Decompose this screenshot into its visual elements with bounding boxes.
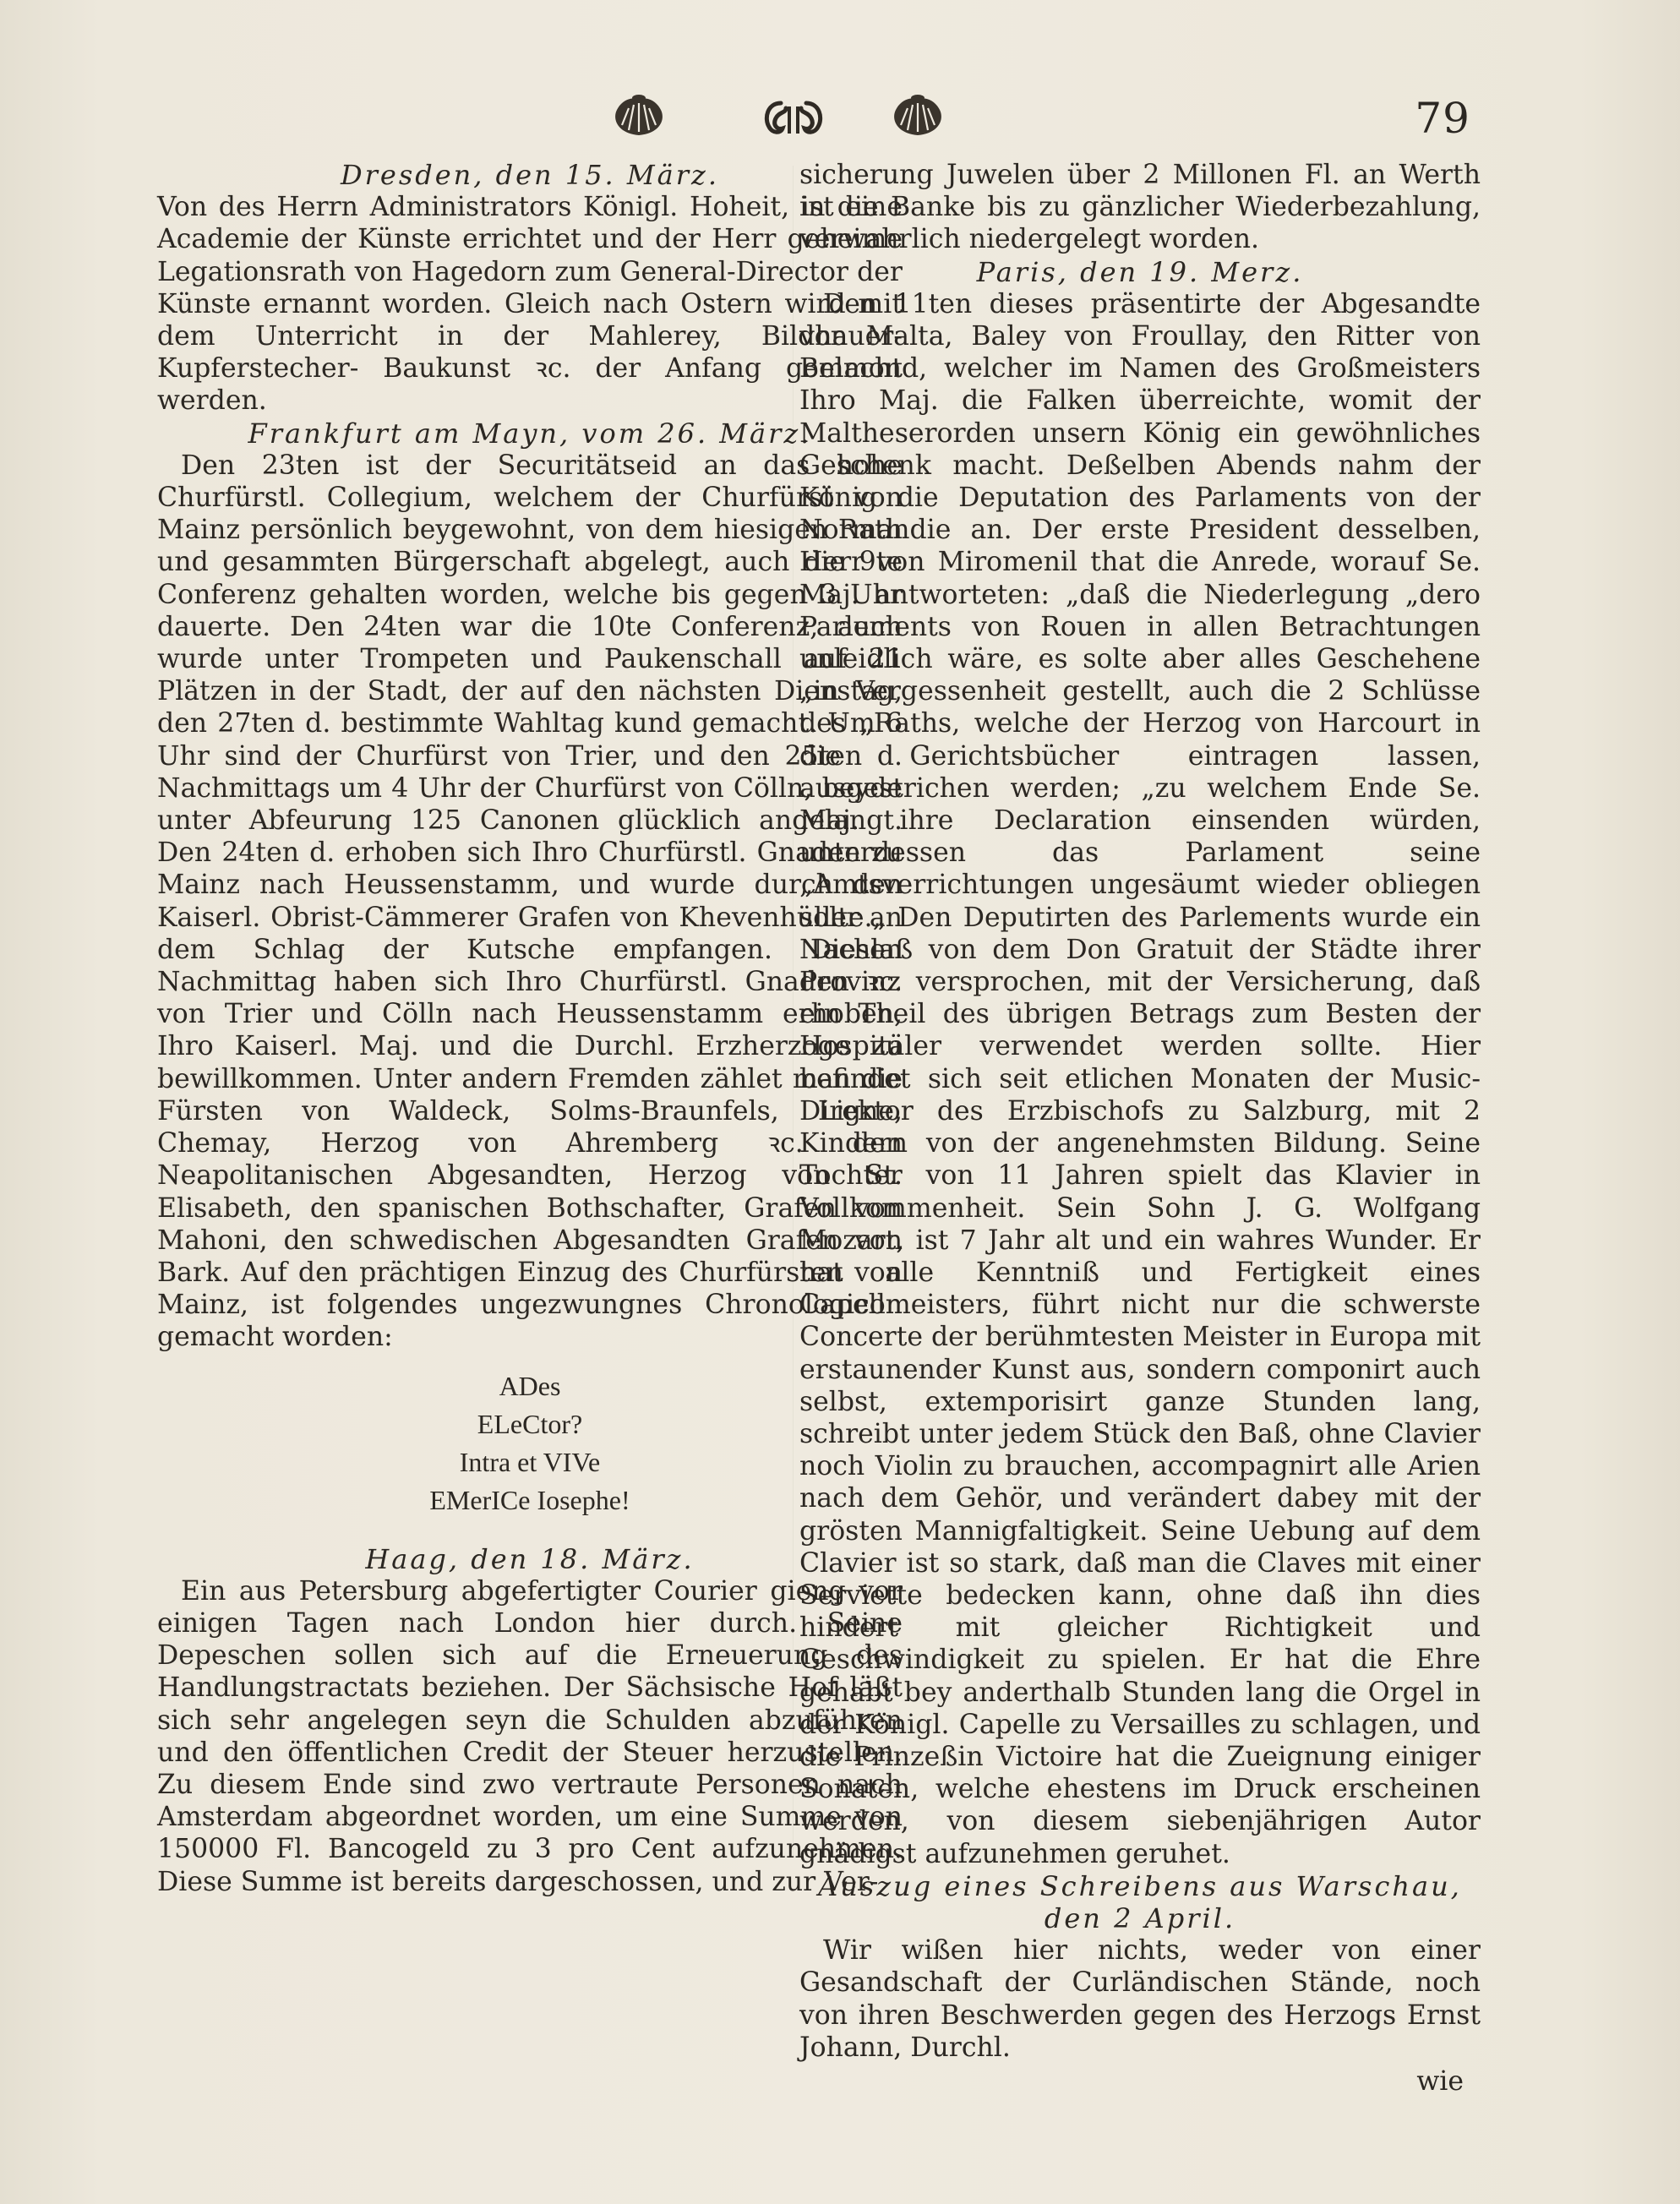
paragraph-warschau: Wir wißen hier nichts, weder von einer Gesandschaft der Curländischen Stände, noch von ihren Beschwerden gegen des Herzogs Ernst Johann, Durchl. (799, 1935, 1481, 2063)
paragraph-paris: Den 11ten dieses präsentirte der Abgesandte von Malta, Baley von Froullay, den Ritter von Belmond, welcher im Namen des Großmeisters Ihro Maj. die Falken überreichte, womit der Maltheserorden unsern König ein gewöhnliches Geschenk macht. Deßelben Abends nahm der König die Deputation des Parlaments von der Normandie an. Der erste President desselben, Herr von Miromenil that die Anrede, worauf Se. Maj. antworteten: „daß die Niederlegung „dero Parlements von Rouen in allen Betrachtungen unleidlich wäre, es solte aber alles Geschehene „in Vergessenheit gestellt, auch die 2 Schlüsse des „Raths, welche der Herzog von Harcourt in die Gerichtsbücher eintragen lassen, ausgestrichen werden; „zu welchem Ende Se. Maj. ihre Declaration einsenden würden, unterdessen das Parlament seine „Amtsverrichtungen ungesäumt wieder obliegen solte.„ Den Deputirten des Parlements wurde ein Nachlaß von dem Don Gratuit der Städte ihrer Provinz versprochen, mit der Versicherung, daß ein Theil des übrigen Betrags zum Besten der Hospitäler verwendet werden sollte. Hier befindet sich seit etlichen Monaten der Music-Direktor des Erzbischofs zu Salzburg, mit 2 Kindern von der angenehmsten Bildung. Seine Tochter von 11 Jahren spielt das Klavier in Vollkommenheit. Sein Sohn J. G. Wolfgang Mozart, ist 7 Jahr alt und ein wahres Wunder. Er hat alle Kenntniß und Fertigkeit eines Capellmeisters, führt nicht nur die schwerste Concerte der berühmtesten Meister in Europa mit erstaunender Kunst aus, sondern componirt auch selbst, extemporisirt ganze Stunden lang, schreibt unter jedem Stück den Baß, ohne Clavier noch Violin zu brauchen, accompagnirt alle Arien nach dem Gehör, und verändert dabey mit der grösten Mannigfaltigkeit. Seine Uebung auf dem Clavier ist so stark, daß man die Claves mit einer Serviette bedecken kann, ohne daß ihn dies hindert mit gleicher Richtigkeit und Geschwindigkeit zu spielen. Er hat die Ehre gehabt bey anderthalb Stunden lang die Orgel in der Königl. Capelle zu Versailles zu schlagen, und die Prinzeßin Victoire hat die Zueignung einiger Sonaten, welche ehestens im Druck erscheinen werden, von diesem siebenjährigen Autor gnädigst aufzunehmen geruhet. (799, 288, 1481, 1869)
chronogram-line: ELeCtor? (477, 1408, 583, 1439)
paragraph-haag: Ein aus Petersburg abgefertigter Courier gieng vor einigen Tagen nach London hier durch. Seine Depeschen sollen sich auf die Erneuerung des Handlungstractats beziehen. Der Sächsische Hof läßt sich sehr angelegen seyn die Schulden abzuführen und den öffentlichen Credit der Steuer herzustellen. Zu diesem Ende sind zwo vertraute Personen nach Amsterdam abgeordnet worden, um eine Summe von 150000 Fl. Bancogeld zu 3 pro Cent aufzunehmen. Diese Summe ist bereits dargeschossen, und zur Ver- (157, 1575, 903, 1897)
dateline-dresden: Dresden, den 15. März. (340, 159, 720, 191)
page-header (592, 91, 1470, 154)
right-column (799, 159, 1481, 2098)
page-number: 79 (1415, 94, 1470, 143)
heading-warschau-date: den 2 April. (1044, 1901, 1236, 1934)
left-column (157, 159, 903, 1898)
chronogram (157, 1367, 903, 1519)
heading-warschau: Auszug eines Schreibens aus Warschau, (818, 1869, 1462, 1902)
dateline-haag: Haag, den 18. März. (365, 1542, 695, 1575)
catchword: wie (1416, 2065, 1464, 2097)
paragraph-frankfurt: Den 23ten ist der Securitätseid an das hohe Churfürstl. Collegium, welchem der Churfürst von Mainz persönlich beygewohnt, von dem hiesigen Rath und gesammten Bürgerschaft abgelegt, auch die 9te Conferenz gehalten worden, welche bis gegen 3 Uhr dauerte. Den 24ten war die 10te Conferenz, auch wurde unter Trompeten und Paukenschall auf 21 Plätzen in der Stadt, der auf den nächsten Dienstag, den 27ten d. bestimmte Wahltag kund gemacht. Um 6 Uhr sind der Churfürst von Trier, und den 25ten d. Nachmittags um 4 Uhr der Churfürst von Cölln, beyde unter Abfeurung 125 Canonen glücklich angelangt. Den 24ten d. erhoben sich Ihro Churfürstl. Gnaden zu Mainz nach Heussenstamm, und wurde durch den Kaiserl. Obrist-Cämmerer Grafen von Khevenhüller an dem Schlag der Kutsche empfangen. Diesen Nachmittag haben sich Ihro Churfürstl. Gnaden ꝛc. von Trier und Cölln nach Heussenstamm erhoben, Ihro Kaiserl. Maj. und die Durchl. Erzherzoge zu bewillkommen. Unter andern Fremden zählet man die Fürsten von Waldeck, Solms-Braunfels, Ligne, Chemay, Herzog von Ahremberg ꝛc. den Neapolitanischen Abgesandten, Herzog von St. Elisabeth, den spanischen Bothschafter, Grafen von Mahoni, den schwedischen Abgesandten Grafen von Bark. Auf den prächtigen Einzug des Churfürsten von Mainz, ist folgendes ungezwungnes Chronologicon gemacht worden: (157, 450, 903, 1353)
shell-ornament-icon (610, 91, 668, 139)
dateline-paris: Paris, den 19. Merz. (976, 255, 1304, 288)
paragraph-dresden: Von des Herrn Administrators Königl. Hoheit, ist eine Academie der Künste errichtet und der Herr geheime Legationsrath von Hagedorn zum General-Director der Künste ernannt worden. Gleich nach Ostern wird mit dem Unterricht in der Mahlerey, Bildhauer- Kupferstecher- Baukunst ꝛc. der Anfang gemacht werden. (157, 192, 903, 417)
chronogram-line: Intra et VIVe (459, 1446, 601, 1477)
scroll-ornament-icon (755, 96, 832, 140)
chronogram-line: ADes (499, 1370, 561, 1401)
shell-ornament-icon (889, 91, 946, 139)
paragraph-haag-continued: sicherung Juwelen über 2 Millonen Fl. an Werth in die Banke bis zu gänzlicher Wiederbezahlung, verwahrlich niedergelegt worden. (799, 160, 1481, 255)
dateline-frankfurt: Frankfurt am Mayn, vom 26. März. (248, 417, 812, 450)
chronogram-line: EMerICe Iosephe! (429, 1484, 630, 1515)
